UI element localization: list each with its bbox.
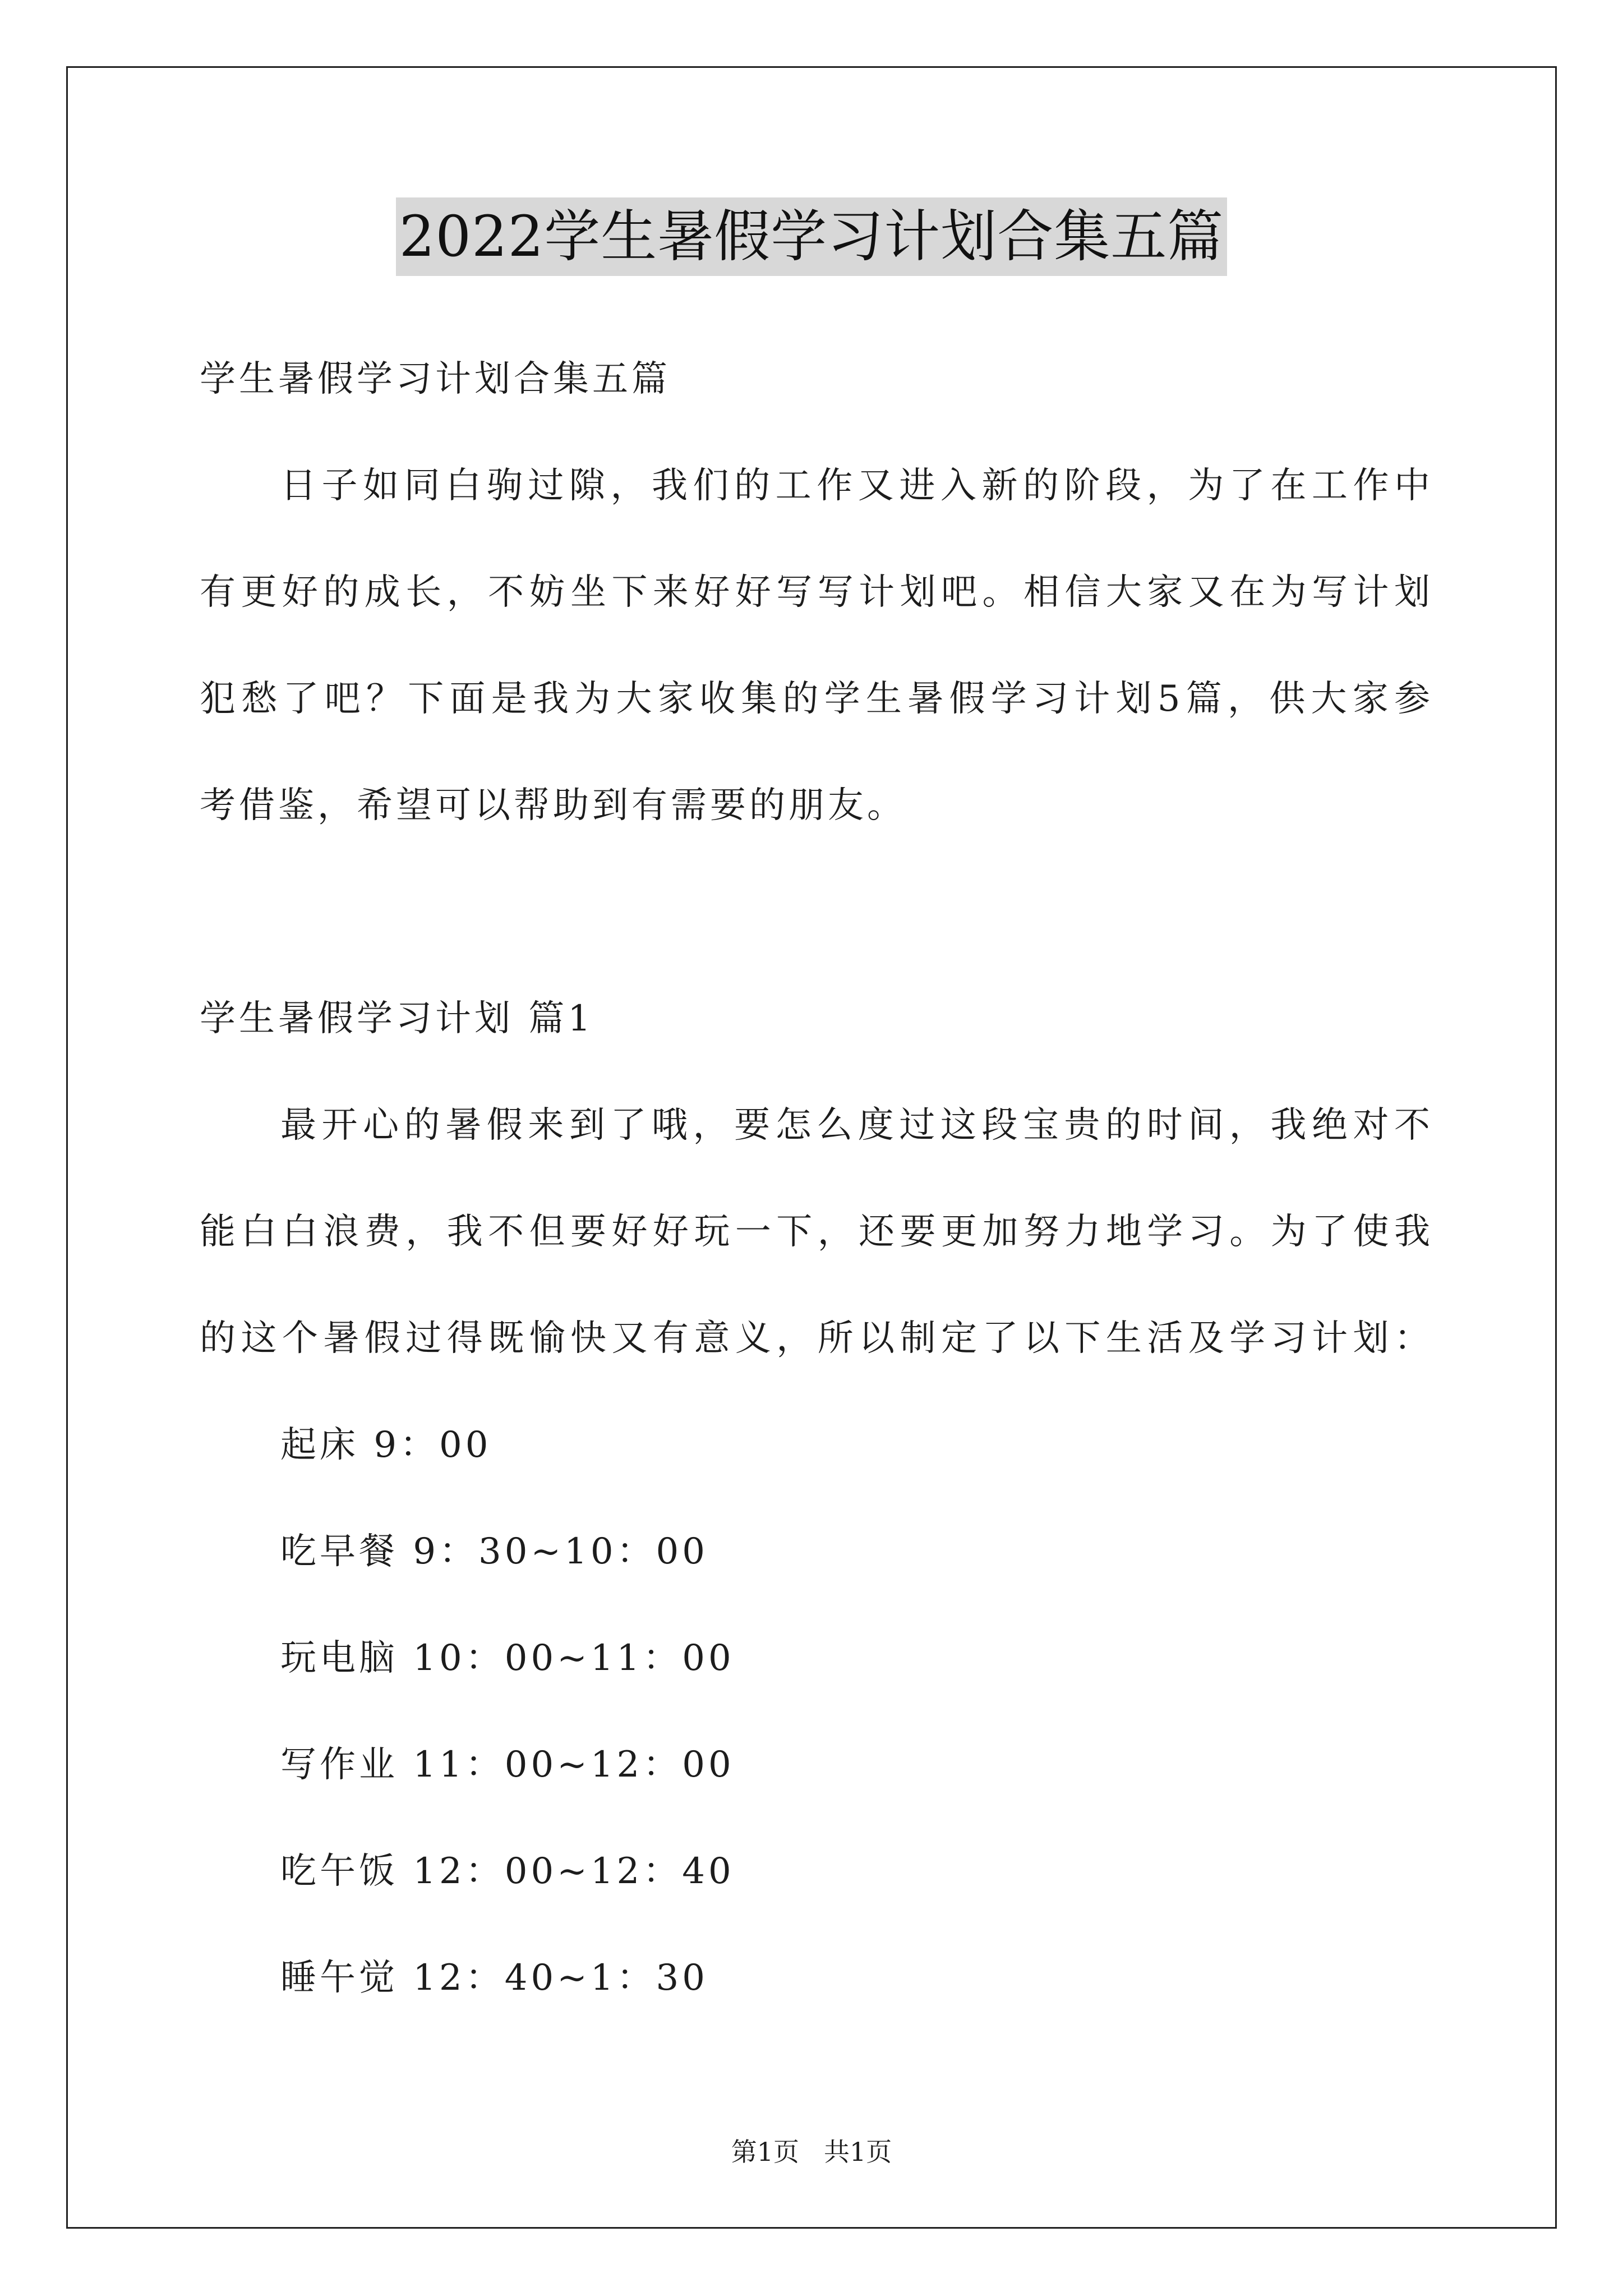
title-container (0, 197, 1623, 276)
section1-heading: 学生暑假学习计划 篇1 (200, 998, 594, 1039)
intro-line-3: 犯愁了吧？下面是我为大家收集的学生暑假学习计划5篇，供大家参 (200, 678, 1430, 720)
schedule-item: 吃早餐 9：30~10：00 (280, 1531, 708, 1572)
intro-line-1: 日子如同白驹过隙，我们的工作又进入新的阶段，为了在工作中 (280, 465, 1430, 507)
page-total: 共1页 (824, 2137, 892, 2167)
intro-line-2: 有更好的成长，不妨坐下来好好写写计划吧。相信大家又在为写计划 (200, 572, 1430, 613)
page-number: 第1页 (731, 2137, 799, 2167)
document-title: 2022学生暑假学习计划合集五篇 (396, 197, 1228, 276)
schedule-item: 玩电脑 10：00~11：00 (280, 1637, 735, 1679)
intro-line-4: 考借鉴，希望可以帮助到有需要的朋友。 (200, 785, 906, 826)
document-subtitle: 学生暑假学习计划合集五篇 (200, 358, 671, 400)
page-footer (0, 2135, 1623, 2169)
section1-line-1: 最开心的暑假来到了哦，要怎么度过这段宝贵的时间，我绝对不 (280, 1105, 1430, 1146)
schedule-item: 睡午觉 12：40~1：30 (280, 1957, 708, 1999)
schedule-item: 写作业 11：00~12：00 (280, 1744, 735, 1786)
schedule-item: 吃午饭 12：00~12：40 (280, 1851, 735, 1892)
schedule-item: 起床 9：00 (280, 1424, 492, 1466)
section1-line-2: 能白白浪费，我不但要好好玩一下，还要更加努力地学习。为了使我 (200, 1211, 1430, 1253)
section1-line-3: 的这个暑假过得既愉快又有意义，所以制定了以下生活及学习计划： (200, 1318, 1430, 1359)
